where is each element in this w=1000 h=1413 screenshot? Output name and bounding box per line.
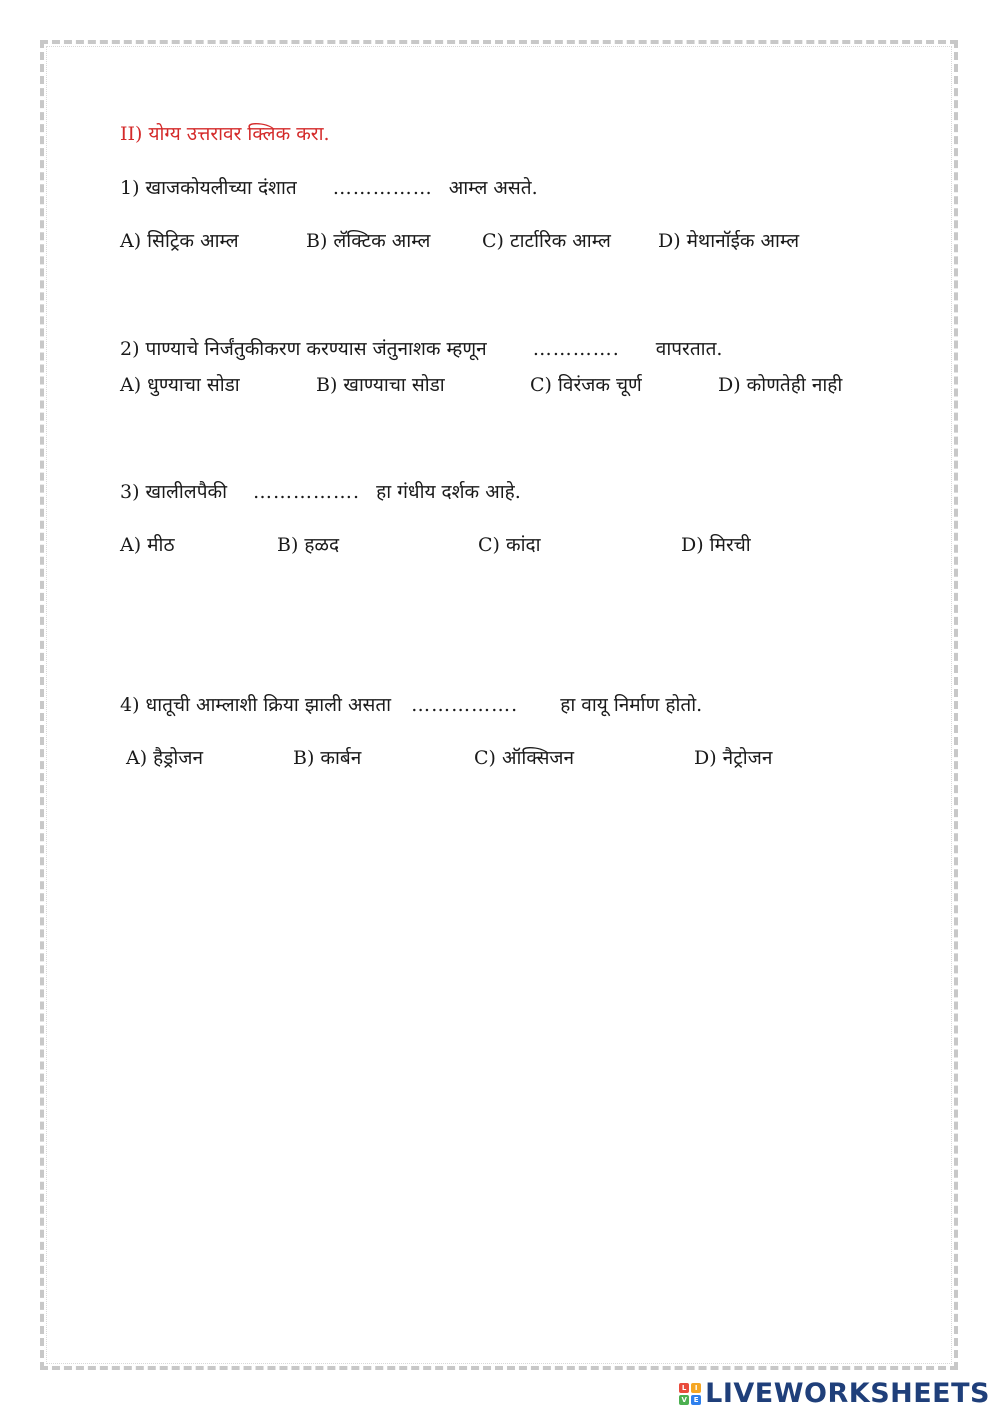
- option-3d[interactable]: D) मिरची: [681, 534, 751, 556]
- question-2-options: [120, 371, 920, 401]
- liveworksheets-logo-icon: [679, 1383, 701, 1405]
- question-3-text: 3) खालीलपैकी: [120, 481, 227, 503]
- brand-name: LIVEWORKSHEETS: [705, 1378, 990, 1409]
- question-2-text: 2) पाण्याचे निर्जंतुकीकरण करण्यास जंतुनाशक म्हणून: [120, 338, 487, 360]
- option-1b[interactable]: B) लॅक्टिक आम्ल: [306, 230, 431, 252]
- liveworksheets-brand: [679, 1378, 990, 1409]
- option-4d[interactable]: D) नैट्रोजन: [694, 747, 773, 769]
- logo-tile: I: [691, 1383, 701, 1393]
- question-4-suffix: हा वायू निर्माण होतो.: [560, 694, 703, 716]
- question-3-options: [120, 531, 920, 561]
- option-2b[interactable]: B) खाण्याचा सोडा: [316, 374, 445, 396]
- question-4-blank: …………….: [411, 694, 519, 716]
- question-2: [120, 335, 722, 361]
- question-4: [120, 691, 702, 717]
- option-1a[interactable]: A) सिट्रिक आम्ल: [120, 230, 239, 252]
- question-1-options: [120, 227, 920, 257]
- question-4-text: 4) धातूची आम्लाशी क्रिया झाली असता: [120, 694, 392, 716]
- question-3-suffix: हा गंधीय दर्शक आहे.: [376, 481, 521, 503]
- option-1c[interactable]: C) टार्टारिक आम्ल: [482, 230, 611, 252]
- question-3: [120, 478, 521, 504]
- logo-tile: L: [679, 1383, 689, 1393]
- question-1: [120, 174, 538, 200]
- question-1-suffix: आम्ल असते.: [448, 177, 538, 199]
- option-4c[interactable]: C) ऑक्सिजन: [474, 747, 575, 769]
- question-4-options: [120, 744, 920, 774]
- option-2c[interactable]: C) विरंजक चूर्ण: [530, 374, 642, 396]
- question-1-text: 1) खाजकोयलीच्या दंशात: [120, 177, 297, 199]
- option-3a[interactable]: A) मीठ: [120, 534, 175, 556]
- option-3c[interactable]: C) कांदा: [478, 534, 541, 556]
- option-4a[interactable]: A) हैड्रोजन: [126, 747, 203, 769]
- option-3b[interactable]: B) हळद: [277, 534, 340, 556]
- question-1-blank: ……………: [332, 177, 433, 199]
- logo-tile: E: [691, 1395, 701, 1405]
- question-2-suffix: वापरतात.: [655, 338, 723, 360]
- question-2-blank: ………….: [532, 338, 620, 360]
- option-1d[interactable]: D) मेथानॉईक आम्ल: [658, 230, 800, 252]
- option-2d[interactable]: D) कोणतेही नाही: [718, 374, 843, 396]
- option-2a[interactable]: A) धुण्याचा सोडा: [120, 374, 240, 396]
- option-4b[interactable]: B) कार्बन: [293, 747, 362, 769]
- question-3-blank: …………….: [253, 481, 361, 503]
- logo-tile: V: [679, 1395, 689, 1405]
- section-heading: II) योग्य उत्तरावर क्लिक करा.: [120, 123, 330, 145]
